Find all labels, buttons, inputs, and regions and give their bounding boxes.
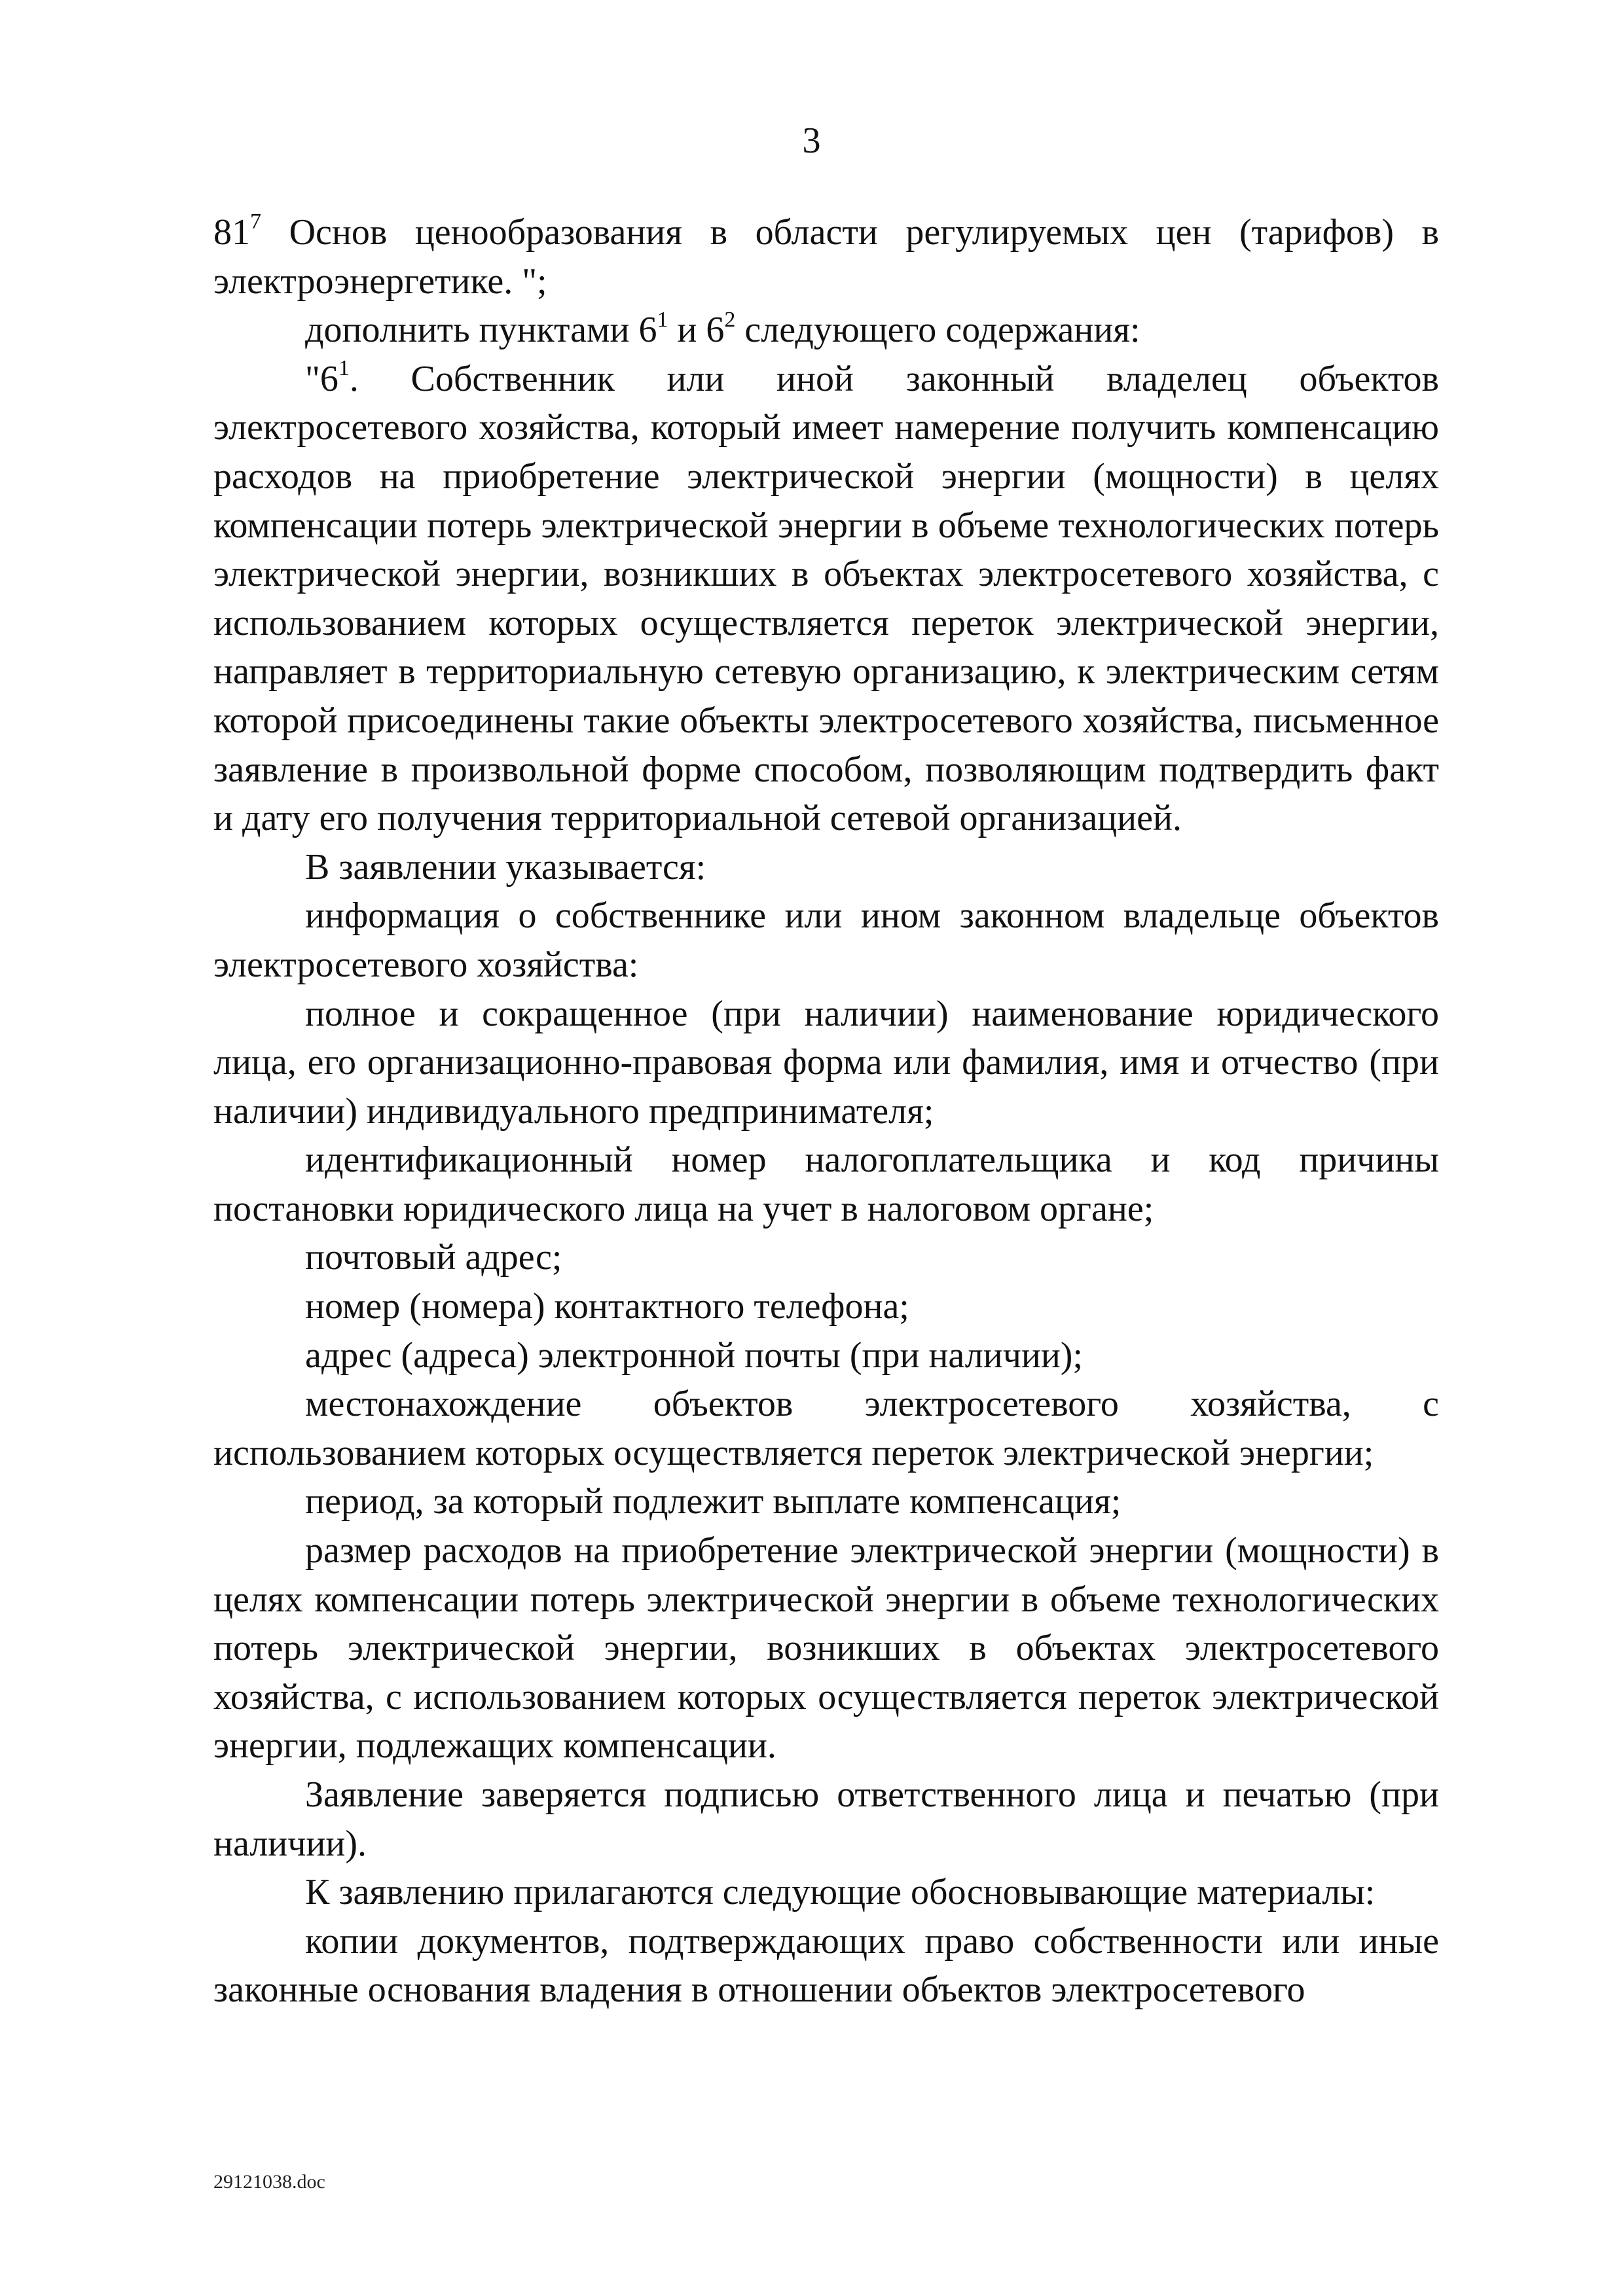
paragraph-text: следующего содержания:: [735, 310, 1140, 351]
document-body: [213, 208, 1439, 2015]
paragraph: К заявлению прилагаются следующие обосновывающие материалы:: [305, 1872, 1376, 1913]
paragraph-amendment-intro: [213, 306, 1439, 355]
clause-superscript: 7: [250, 209, 261, 234]
footer-filename: 29121038.doc: [213, 2171, 325, 2193]
paragraph: почтовый адрес;: [305, 1237, 562, 1278]
paragraph: идентификационный номер налогоплательщика и код причины постановки юридического лица на учет в налоговом органе;: [213, 1139, 1439, 1229]
clause-number: 81: [213, 212, 250, 253]
paragraph: информация о собственнике или ином законном владельце объектов электросетевого хозяйства:: [213, 895, 1439, 985]
paragraph: размер расходов на приобретение электрической энергии (мощности) в целях компенсации потерь электрической энергии в объеме технологических потерь электрической энергии, возникших в объектах электросетевого хозяйства, с использованием которых осуществляется переток электрической энергии, подлежащих компенсации.: [213, 1530, 1439, 1767]
paragraph: Заявление заверяется подписью ответственного лица и печатью (при наличии).: [213, 1774, 1439, 1864]
paragraph-item-6-1: [213, 355, 1439, 843]
paragraph: местонахождение объектов электросетевого хозяйства, с использованием которых осуществляется переток электрической энергии;: [213, 1384, 1439, 1473]
page-number: 3: [802, 120, 821, 161]
paragraph: полное и сокращенное (при наличии) наименование юридического лица, его организационно-правовая форма или фамилия, имя и отчество (при наличии) индивидуального предпринимателя;: [213, 993, 1439, 1132]
paragraph-text: дополнить пунктами 6: [305, 310, 657, 351]
paragraph-text: и 6: [668, 310, 725, 351]
item-superscript: 2: [724, 307, 736, 332]
paragraph: период, за который подлежит выплате компенсация;: [305, 1481, 1122, 1522]
paragraph: копии документов, подтверждающих право собственности или иные законные основания владения в отношении объектов электросетевого: [213, 1920, 1439, 2011]
item-superscript: 1: [338, 356, 350, 381]
paragraph: номер (номера) контактного телефона;: [305, 1286, 909, 1327]
paragraph-continuation: [213, 208, 1439, 306]
item-superscript: 1: [657, 307, 668, 332]
paragraph: адрес (адреса) электронной почты (при наличии);: [305, 1335, 1084, 1376]
paragraph-text: . Собственник или иной законный владелец объектов электросетевого хозяйства, который имеет намерение получить компенсацию расходов на приобретение электрической энергии (мощности) в целях компенсации потерь электрической энергии в объеме технологических потерь электрической энергии, возникших в объектах электросетевого хозяйства, с использованием которых осуществляется переток электрической энергии, направляет в территориальную сетевую организацию, к электрическим сетям которой присоединены такие объекты электросетевого хозяйства, письменное заявление в произвольной форме способом, позволяющим подтвердить факт и дату его получения территориальной сетевой организацией.: [213, 358, 1439, 839]
paragraph: В заявлении указывается:: [305, 846, 706, 888]
item-number: "6: [305, 358, 338, 399]
paragraph-text: Основ ценообразования в области регулируемых цен (тарифов) в электроэнергетике. ";: [213, 212, 1439, 302]
